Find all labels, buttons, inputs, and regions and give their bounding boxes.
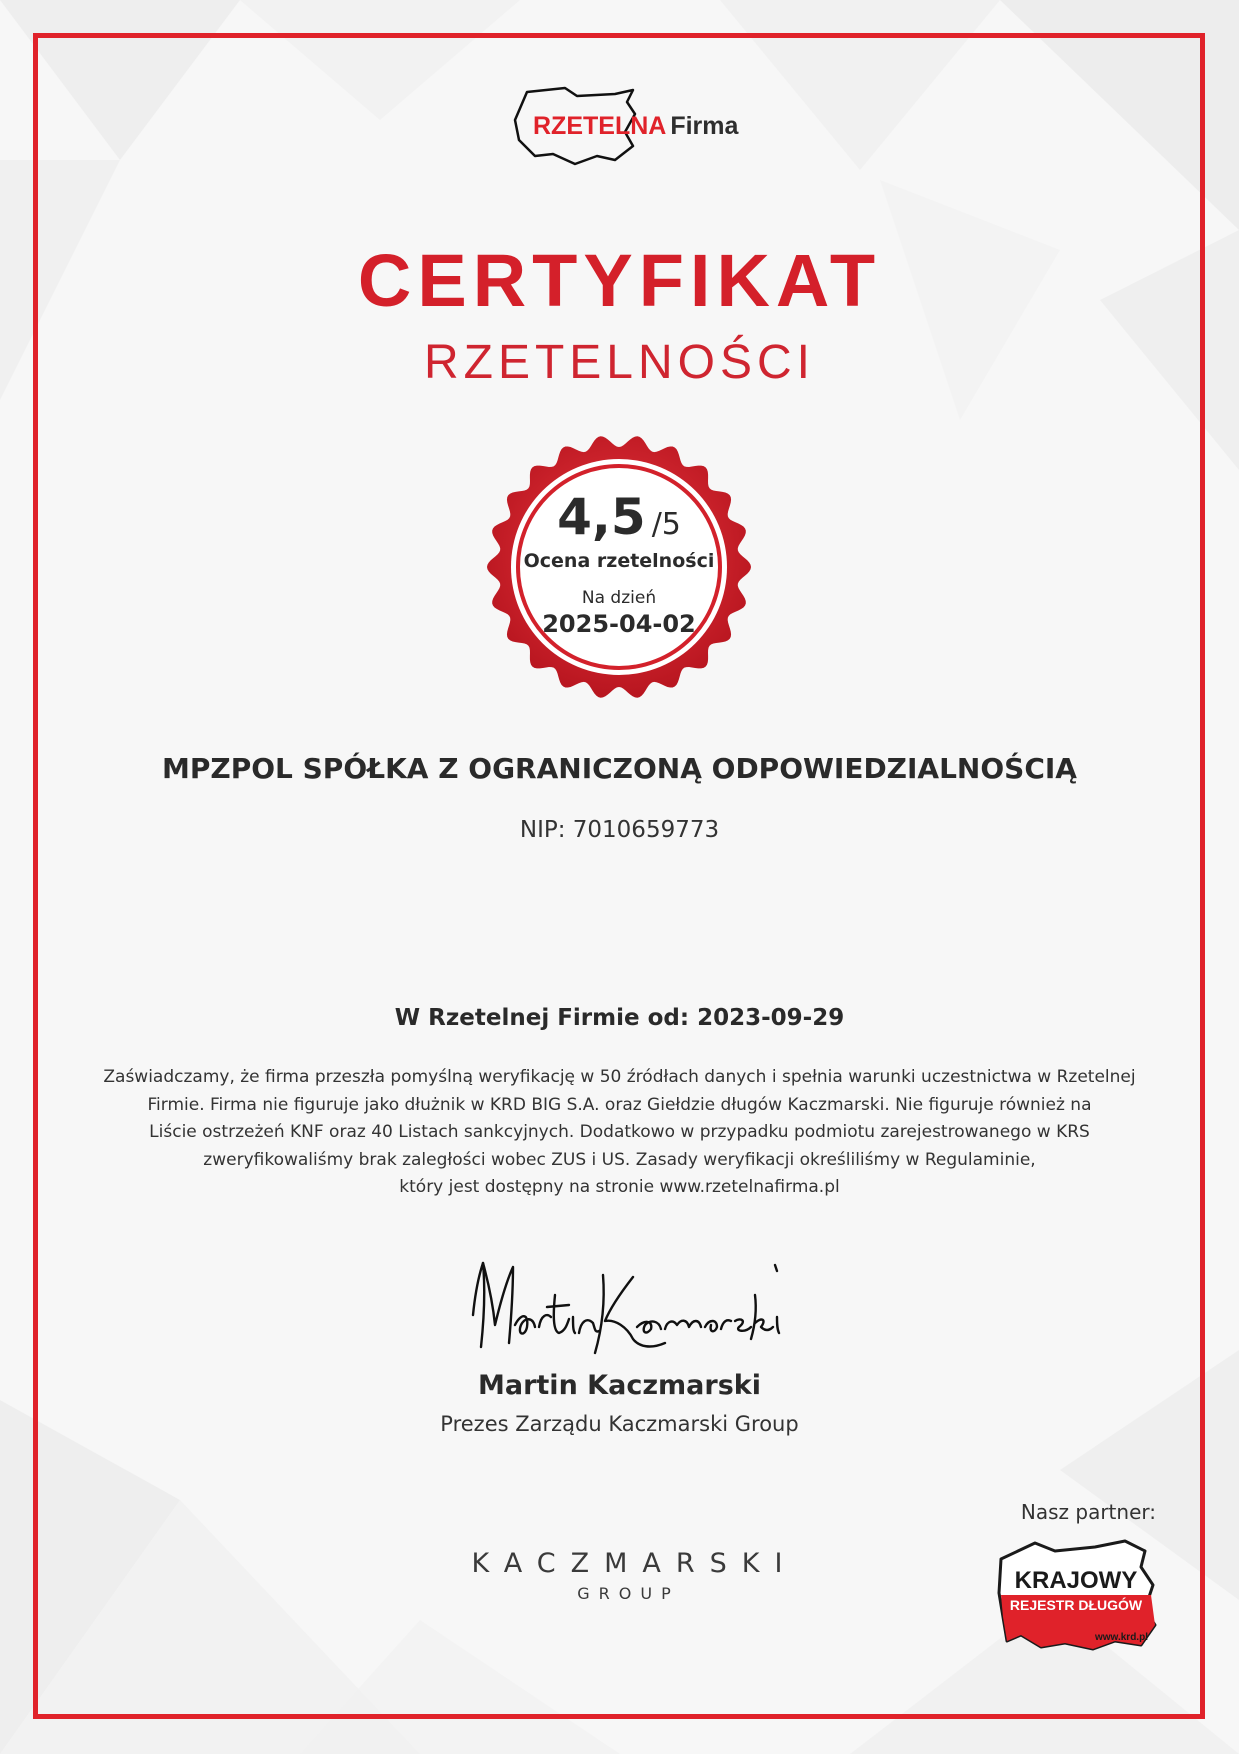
rating-seal	[484, 432, 754, 702]
signature-image	[455, 1255, 785, 1365]
description-line: Firmie. Firma nie figuruje jako dłużnik w KRD BIG S.A. oraz Giełdzie długów Kaczmarski. Nie figuruje również na	[147, 1094, 1092, 1115]
signatory-name: Martin Kaczmarski	[478, 1370, 761, 1401]
krd-line2: REJESTR DŁUGÓW	[1009, 1597, 1143, 1613]
seal-scale: /5	[651, 507, 681, 542]
description-line: Zaświadczamy, że firma przeszła pomyślną weryfikację w 50 źródłach danych i spełnia warunki uczestnictwa w Rzetelnej	[103, 1067, 1136, 1087]
membership-since: W Rzetelnej Firmie od: 2023-09-29	[394, 1005, 845, 1031]
logo-word-rzetelna: RZETELNA	[533, 112, 667, 140]
description-line: Liście ostrzeżeń KNF oraz 40 Listach sankcyjnych. Dodatkowo w przypadku podmiotu zarejestrowanego w KRS	[149, 1122, 1090, 1142]
company-name: MPZPOL SPÓŁKA Z OGRANICZONĄ ODPOWIEDZIALNOŚCIĄ	[162, 752, 1077, 785]
krd-partner-logo	[995, 1537, 1157, 1657]
kaczmarski-group-sub: GROUP	[577, 1584, 680, 1603]
company-nip: NIP: 7010659773	[519, 817, 720, 843]
kaczmarski-group-logo: KACZMARSKI	[471, 1548, 798, 1579]
krd-line1: KRAJOWY	[1014, 1567, 1138, 1594]
seal-score: 4,5	[557, 488, 646, 546]
seal-label: Ocena rzetelności	[523, 550, 715, 572]
seal-date-label: Na dzień	[581, 588, 657, 608]
description-line: który jest dostępny na stronie www.rzetelnafirma.pl	[399, 1177, 840, 1197]
partner-label: Nasz partner:	[1020, 1500, 1156, 1524]
description-line: zweryfikowaliśmy brak zaległości wobec ZUS i US. Zasady weryfikacji określiliśmy w Regulaminie,	[203, 1149, 1036, 1170]
certificate-title: CERTYFIKAT	[357, 239, 882, 322]
seal-date: 2025-04-02	[542, 610, 696, 638]
certificate-description	[80, 1064, 1159, 1202]
handwritten-signature	[455, 1255, 785, 1365]
signatory-role: Prezes Zarządu Kaczmarski Group	[440, 1412, 799, 1436]
logo-word-firma: Firma	[670, 112, 739, 140]
certificate-subtitle: RZETELNOŚCI	[423, 336, 816, 389]
krd-url: www.krd.pl	[1095, 1632, 1148, 1643]
rzetelna-firma-logo	[505, 84, 739, 174]
